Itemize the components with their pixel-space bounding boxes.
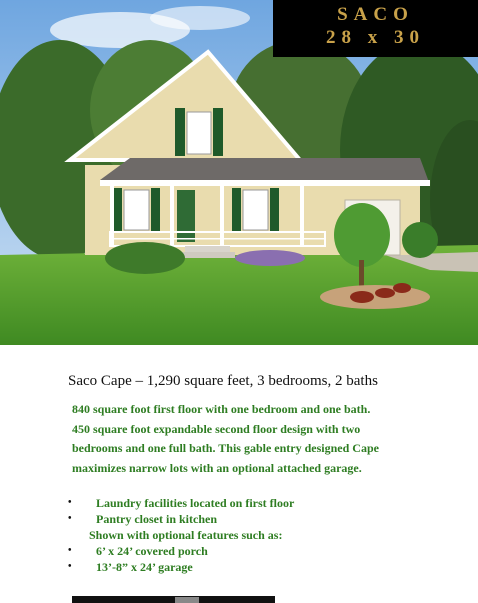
model-name: SACO xyxy=(337,4,414,25)
bullet: • xyxy=(68,545,72,556)
description xyxy=(72,400,432,478)
description-line: 450 square foot expandable second floor design with two xyxy=(72,421,361,436)
model-size: 28 x 30 xyxy=(326,27,425,48)
feature-text: 6’ x 24’ covered porch xyxy=(96,544,208,558)
bullet: • xyxy=(68,497,72,508)
description-line: bedrooms and one full bath. This gable entry designed Cape xyxy=(72,441,379,455)
headline: Saco Cape – 1,290 square feet, 3 bedrooms, 2 baths xyxy=(68,373,378,389)
description-line: 840 square foot first floor with one bedroom and one bath. xyxy=(72,402,371,416)
floorplan-detail xyxy=(175,597,199,603)
feature-text: 13’-8” x 24’ garage xyxy=(96,560,193,574)
floorplan-image-edge xyxy=(72,596,275,603)
description-line: maximizes narrow lots with an optional attached garage. xyxy=(72,460,362,475)
model-title-plate xyxy=(273,0,478,57)
feature-text: Shown with optional features such as: xyxy=(89,528,283,542)
feature-text: Laundry facilities located on first floor xyxy=(96,496,295,510)
feature-text: Pantry closet in kitchen xyxy=(96,512,217,526)
bullet: • xyxy=(68,513,72,524)
bullet: • xyxy=(68,561,72,572)
